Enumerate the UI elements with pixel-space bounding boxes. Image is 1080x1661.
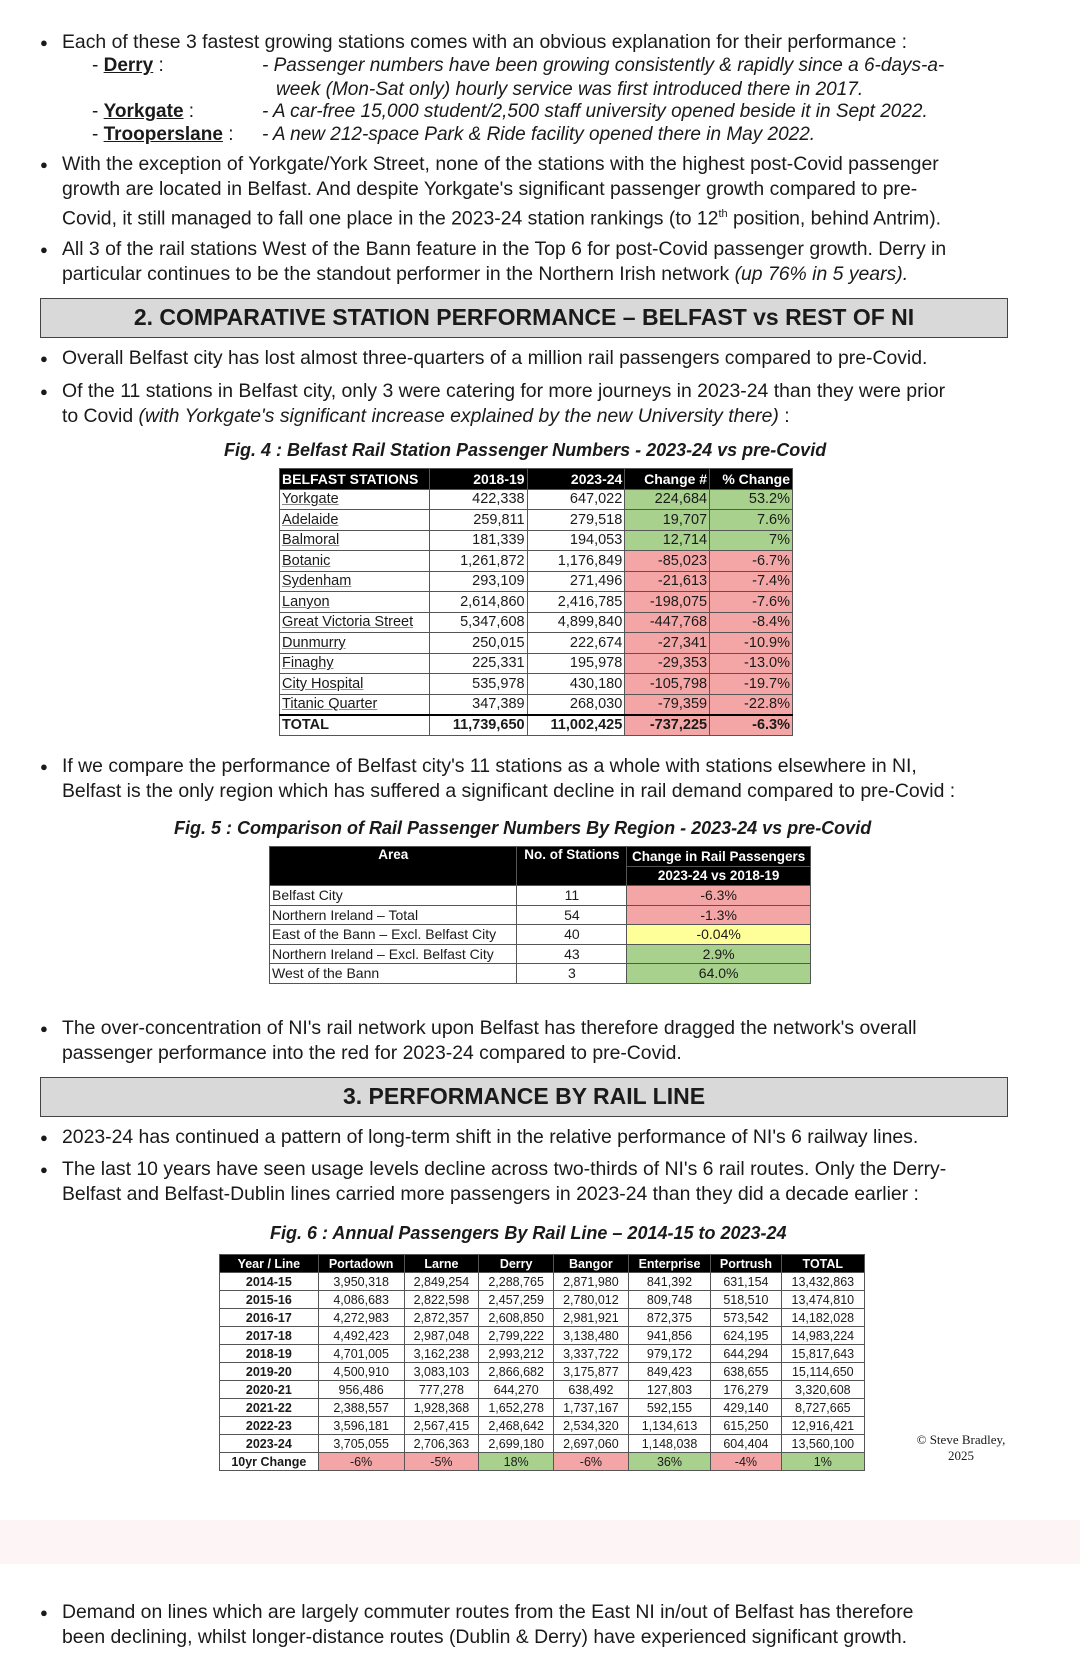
value-cell: 2,981,921 (554, 1309, 629, 1327)
change-percent-cell: -7.4% (710, 571, 793, 592)
year-cell: 2017-18 (220, 1327, 319, 1345)
value-cell: 2,699,180 (479, 1435, 554, 1453)
value-cell: 872,375 (628, 1309, 710, 1327)
column-header: Year / Line (220, 1255, 319, 1273)
station-name-cell: Finaghy (280, 653, 430, 674)
change-percent-cell: -22.8% (710, 694, 793, 715)
value-cell: 127,803 (628, 1381, 710, 1399)
change-number-cell: -85,023 (625, 551, 710, 572)
fig6-table (219, 1254, 865, 1471)
section-2-heading: 2. COMPARATIVE STATION PERFORMANCE – BELFAST vs REST OF NI (40, 298, 1008, 338)
value-cell: 644,294 (711, 1345, 781, 1363)
fig4-table (279, 468, 793, 736)
change-value-cell: -6% (554, 1453, 629, 1471)
value-cell: 12,916,421 (781, 1417, 864, 1435)
year-cell: 2020-21 (220, 1381, 319, 1399)
value-cell: 13,560,100 (781, 1435, 864, 1453)
value-2018-19-cell: 422,338 (429, 489, 527, 510)
station-name-cell: Dunmurry (280, 633, 430, 654)
table-row (280, 489, 793, 510)
change-number-cell: -105,798 (625, 674, 710, 695)
value-2018-19-cell: 535,978 (429, 674, 527, 695)
value-2018-19-cell: 5,347,608 (429, 612, 527, 633)
bullet-last-10-years: ● The last 10 years have seen usage levels decline across two-thirds of NI's 6 rail routes. Only the Derry- Belfast and Belfast-Dublin lines carried more passengers in 2023-24 than they did a decade earlier : (40, 1157, 1040, 1207)
value-cell: 592,155 (628, 1399, 710, 1417)
value-cell: 2,468,642 (479, 1417, 554, 1435)
column-header: No. of Stations (517, 847, 627, 886)
column-header: TOTAL (781, 1255, 864, 1273)
change-value-cell: -4% (711, 1453, 781, 1471)
value-cell: 2,872,357 (404, 1309, 479, 1327)
change-number-cell: -447,768 (625, 612, 710, 633)
value-2023-24-cell: 647,022 (527, 489, 625, 510)
table-row (270, 944, 811, 964)
table-row (280, 510, 793, 531)
station-derry-label: - Derry : (92, 55, 164, 76)
station-count-cell: 11 (517, 886, 627, 906)
value-2023-24-cell: 271,496 (527, 571, 625, 592)
year-cell: 2018-19 (220, 1345, 319, 1363)
table-header-row (280, 469, 793, 490)
station-yorkgate-desc: - A car-free 15,000 student/2,500 staff university opened beside it in Sept 2022. (262, 101, 928, 122)
value-cell: 13,474,810 (781, 1291, 864, 1309)
value-2023-24-cell: 279,518 (527, 510, 625, 531)
value-cell: 518,510 (711, 1291, 781, 1309)
table-row (220, 1273, 865, 1291)
value-cell: 3,138,480 (554, 1327, 629, 1345)
total-2018-19-cell: 11,739,650 (429, 715, 527, 736)
value-cell: 2,987,048 (404, 1327, 479, 1345)
value-cell: 15,114,650 (781, 1363, 864, 1381)
bullet-belfast-stations: ● Of the 11 stations in Belfast city, only 3 were catering for more journeys in 2023-24 than they were prior to Covid (with Yorkgate's significant increase explained by the new University there) : (40, 379, 1040, 429)
value-cell: 624,195 (711, 1327, 781, 1345)
value-cell: 1,928,368 (404, 1399, 479, 1417)
value-cell: 841,392 (628, 1273, 710, 1291)
value-cell: 15,817,643 (781, 1345, 864, 1363)
value-cell: 1,148,038 (628, 1435, 710, 1453)
value-cell: 4,701,005 (318, 1345, 404, 1363)
table-header-row (220, 1255, 865, 1273)
value-cell: 1,737,167 (554, 1399, 629, 1417)
station-name-cell: Great Victoria Street (280, 612, 430, 633)
column-header: 2018-19 (429, 469, 527, 490)
value-cell: 1,134,613 (628, 1417, 710, 1435)
value-2023-24-cell: 430,180 (527, 674, 625, 695)
change-cell: -1.3% (627, 905, 811, 925)
station-name-cell: Lanyon (280, 592, 430, 613)
station-name-cell: Sydenham (280, 571, 430, 592)
value-cell: 176,279 (711, 1381, 781, 1399)
change-value-cell: 1% (781, 1453, 864, 1471)
station-count-cell: 54 (517, 905, 627, 925)
value-cell: 429,140 (711, 1399, 781, 1417)
table-row (220, 1363, 865, 1381)
value-cell: 3,083,103 (404, 1363, 479, 1381)
table-header-row (270, 847, 811, 867)
change-percent-cell: -19.7% (710, 674, 793, 695)
station-trooperslane-desc: - A new 212-space Park & Ride facility opened there in May 2022. (262, 124, 816, 145)
change-percent-cell: 7.6% (710, 510, 793, 531)
change-cell: 2.9% (627, 944, 811, 964)
change-number-cell: 224,684 (625, 489, 710, 510)
value-2018-19-cell: 250,015 (429, 633, 527, 654)
column-header: Area (270, 847, 517, 886)
value-cell: 14,182,028 (781, 1309, 864, 1327)
value-cell: 2,608,850 (479, 1309, 554, 1327)
bullet-belfast-lost: ● Overall Belfast city has lost almost three-quarters of a million rail passengers compared to pre-Covid. (40, 346, 1040, 371)
section-3-heading: 3. PERFORMANCE BY RAIL LINE (40, 1077, 1008, 1117)
change-number-cell: -21,613 (625, 571, 710, 592)
station-count-cell: 43 (517, 944, 627, 964)
bullet-west-of-bann: ● All 3 of the rail stations West of the Bann feature in the Top 6 for post-Covid passenger growth. Derry in particular continues to be the standout performer in the Northern Irish network (up 76% in 5 years). (40, 237, 1040, 287)
value-cell: 2,567,415 (404, 1417, 479, 1435)
column-header: Derry (479, 1255, 554, 1273)
station-count-cell: 40 (517, 925, 627, 945)
value-2018-19-cell: 1,261,872 (429, 551, 527, 572)
table-row (220, 1435, 865, 1453)
change-cell: -0.04% (627, 925, 811, 945)
value-cell: 8,727,665 (781, 1399, 864, 1417)
value-cell: 3,337,722 (554, 1345, 629, 1363)
total-change-number-cell: -737,225 (625, 715, 710, 736)
table-row (280, 674, 793, 695)
station-name-cell: Adelaide (280, 510, 430, 531)
table-row (280, 694, 793, 715)
bullet-commuter-decline: ● Demand on lines which are largely commuter routes from the East NI in/out of Belfast has therefore been declining, whilst longer-distance routes (Dublin & Derry) have experienced significant growth. (40, 1600, 1040, 1650)
change-value-cell: 36% (628, 1453, 710, 1471)
column-header: Bangor (554, 1255, 629, 1273)
area-cell: Belfast City (270, 886, 517, 906)
station-derry-desc: - Passenger numbers have been growing consistently & rapidly since a 6-days-a- week (Mon-Sat only) hourly service was first introduced there in 2017. (262, 55, 945, 100)
column-header: % Change (710, 469, 793, 490)
year-cell: 2016-17 (220, 1309, 319, 1327)
value-cell: 2,388,557 (318, 1399, 404, 1417)
value-2018-19-cell: 225,331 (429, 653, 527, 674)
table-row (280, 551, 793, 572)
total-label-cell: TOTAL (280, 715, 430, 736)
value-2023-24-cell: 1,176,849 (527, 551, 625, 572)
change-percent-cell: -13.0% (710, 653, 793, 674)
change-value-cell: -6% (318, 1453, 404, 1471)
area-cell: Northern Ireland – Excl. Belfast City (270, 944, 517, 964)
value-cell: 638,655 (711, 1363, 781, 1381)
value-2018-19-cell: 181,339 (429, 530, 527, 551)
fig6-caption: Fig. 6 : Annual Passengers By Rail Line – 2014-15 to 2023-24 (270, 1223, 787, 1243)
value-cell: 2,866,682 (479, 1363, 554, 1381)
bullet-long-term-shift: ● 2023-24 has continued a pattern of long-term shift in the relative performance of NI's 6 railway lines. (40, 1125, 1040, 1150)
change-number-cell: -29,353 (625, 653, 710, 674)
value-cell: 644,270 (479, 1381, 554, 1399)
value-cell: 3,320,608 (781, 1381, 864, 1399)
table-row (220, 1345, 865, 1363)
value-cell: 4,272,983 (318, 1309, 404, 1327)
value-cell: 13,432,863 (781, 1273, 864, 1291)
total-2023-24-cell: 11,002,425 (527, 715, 625, 736)
table-row (280, 571, 793, 592)
value-cell: 2,799,222 (479, 1327, 554, 1345)
table-row (280, 592, 793, 613)
change-number-cell: -198,075 (625, 592, 710, 613)
column-subheader: 2023-24 vs 2018-19 (627, 866, 811, 886)
value-cell: 3,705,055 (318, 1435, 404, 1453)
value-cell: 2,871,980 (554, 1273, 629, 1291)
value-cell: 4,500,910 (318, 1363, 404, 1381)
change-percent-cell: 7% (710, 530, 793, 551)
value-cell: 2,993,212 (479, 1345, 554, 1363)
station-name-cell: Balmoral (280, 530, 430, 551)
value-cell: 638,492 (554, 1381, 629, 1399)
value-cell: 3,175,877 (554, 1363, 629, 1381)
year-cell: 2021-22 (220, 1399, 319, 1417)
table-row (270, 886, 811, 906)
value-cell: 2,706,363 (404, 1435, 479, 1453)
value-cell: 604,404 (711, 1435, 781, 1453)
value-cell: 631,154 (711, 1273, 781, 1291)
value-cell: 4,492,423 (318, 1327, 404, 1345)
bullet-yorkgate-exception: ● With the exception of Yorkgate/York Street, none of the stations with the highest post-Covid passenger growth are located in Belfast. And despite Yorkgate's significant passenger growth compared to pre- Covid, it still managed to fall one place in the 2023-24 station rankings (to 12th position, behind Antrim). (40, 152, 1040, 231)
value-2018-19-cell: 347,389 (429, 694, 527, 715)
value-cell: 2,697,060 (554, 1435, 629, 1453)
change-cell: -6.3% (627, 886, 811, 906)
value-cell: 1,652,278 (479, 1399, 554, 1417)
value-cell: 956,486 (318, 1381, 404, 1399)
value-cell: 2,534,320 (554, 1417, 629, 1435)
value-cell: 941,856 (628, 1327, 710, 1345)
change-label-cell: 10yr Change (220, 1453, 319, 1471)
page-break-band (0, 1520, 1080, 1564)
column-header: Larne (404, 1255, 479, 1273)
value-2018-19-cell: 2,614,860 (429, 592, 527, 613)
value-cell: 3,950,318 (318, 1273, 404, 1291)
change-row (220, 1453, 865, 1471)
value-cell: 979,172 (628, 1345, 710, 1363)
table-row (220, 1327, 865, 1345)
table-row (220, 1381, 865, 1399)
year-cell: 2022-23 (220, 1417, 319, 1435)
change-value-cell: 18% (479, 1453, 554, 1471)
area-cell: West of the Bann (270, 964, 517, 984)
change-number-cell: 12,714 (625, 530, 710, 551)
value-2023-24-cell: 2,416,785 (527, 592, 625, 613)
table-row (280, 530, 793, 551)
table-row (220, 1399, 865, 1417)
value-cell: 809,748 (628, 1291, 710, 1309)
year-cell: 2019-20 (220, 1363, 319, 1381)
change-percent-cell: -6.7% (710, 551, 793, 572)
column-header: Portrush (711, 1255, 781, 1273)
bullet-explanations (40, 30, 1040, 55)
area-cell: East of the Bann – Excl. Belfast City (270, 925, 517, 945)
value-cell: 3,162,238 (404, 1345, 479, 1363)
table-total-row (280, 715, 793, 736)
value-cell: 14,983,224 (781, 1327, 864, 1345)
table-row (220, 1291, 865, 1309)
column-header: Change in Rail Passengers (627, 847, 811, 867)
fig5-caption: Fig. 5 : Comparison of Rail Passenger Numbers By Region - 2023-24 vs pre-Covid (174, 818, 872, 838)
table-row (280, 612, 793, 633)
value-2023-24-cell: 222,674 (527, 633, 625, 654)
fig5-table (269, 846, 811, 984)
value-cell: 777,278 (404, 1381, 479, 1399)
value-cell: 573,542 (711, 1309, 781, 1327)
bullet-over-concentration: ● The over-concentration of NI's rail network upon Belfast has therefore dragged the network's overall passenger performance into the red for 2023-24 compared to pre-Covid. (40, 1016, 1040, 1066)
station-trooperslane-label: - Trooperslane : (92, 124, 234, 145)
table-row (270, 925, 811, 945)
column-header: BELFAST STATIONS (280, 469, 430, 490)
change-number-cell: -79,359 (625, 694, 710, 715)
change-cell: 64.0% (627, 964, 811, 984)
station-name-cell: City Hospital (280, 674, 430, 695)
fig4-caption: Fig. 4 : Belfast Rail Station Passenger Numbers - 2023-24 vs pre-Covid (224, 440, 827, 460)
column-header: Change # (625, 469, 710, 490)
station-name-cell: Botanic (280, 551, 430, 572)
table-row (270, 964, 811, 984)
change-percent-cell: -10.9% (710, 633, 793, 654)
value-cell: 3,596,181 (318, 1417, 404, 1435)
value-cell: 2,288,765 (479, 1273, 554, 1291)
value-2023-24-cell: 4,899,840 (527, 612, 625, 633)
change-percent-cell: -8.4% (710, 612, 793, 633)
value-2023-24-cell: 194,053 (527, 530, 625, 551)
table-row (220, 1309, 865, 1327)
bullet-compare-regions: ● If we compare the performance of Belfast city's 11 stations as a whole with stations elsewhere in NI, Belfast is the only region which has suffered a significant decline in rail demand compared to pre-Covid : (40, 754, 1040, 804)
year-cell: 2023-24 (220, 1435, 319, 1453)
table-row (280, 633, 793, 654)
table-row (220, 1417, 865, 1435)
change-value-cell: -5% (404, 1453, 479, 1471)
column-header: 2023-24 (527, 469, 625, 490)
value-cell: 849,423 (628, 1363, 710, 1381)
value-cell: 2,780,012 (554, 1291, 629, 1309)
column-header: Portadown (318, 1255, 404, 1273)
copyright-note: © Steve Bradley, 2025 (916, 1432, 1006, 1463)
bullet-text: ● Each of these 3 fastest growing stations comes with an obvious explanation for their performance : (62, 31, 908, 53)
value-cell: 2,849,254 (404, 1273, 479, 1291)
change-number-cell: 19,707 (625, 510, 710, 531)
change-percent-cell: 53.2% (710, 489, 793, 510)
column-header: Enterprise (628, 1255, 710, 1273)
station-yorkgate-label: - Yorkgate : (92, 101, 195, 122)
value-cell: 615,250 (711, 1417, 781, 1435)
value-2018-19-cell: 259,811 (429, 510, 527, 531)
area-cell: Northern Ireland – Total (270, 905, 517, 925)
year-cell: 2014-15 (220, 1273, 319, 1291)
change-percent-cell: -7.6% (710, 592, 793, 613)
value-2023-24-cell: 195,978 (527, 653, 625, 674)
value-2023-24-cell: 268,030 (527, 694, 625, 715)
total-change-percent-cell: -6.3% (710, 715, 793, 736)
station-name-cell: Titanic Quarter (280, 694, 430, 715)
table-row (280, 653, 793, 674)
value-cell: 2,822,598 (404, 1291, 479, 1309)
value-2018-19-cell: 293,109 (429, 571, 527, 592)
station-count-cell: 3 (517, 964, 627, 984)
value-cell: 4,086,683 (318, 1291, 404, 1309)
year-cell: 2015-16 (220, 1291, 319, 1309)
table-row (270, 905, 811, 925)
station-name-cell: Yorkgate (280, 489, 430, 510)
value-cell: 2,457,259 (479, 1291, 554, 1309)
change-number-cell: -27,341 (625, 633, 710, 654)
